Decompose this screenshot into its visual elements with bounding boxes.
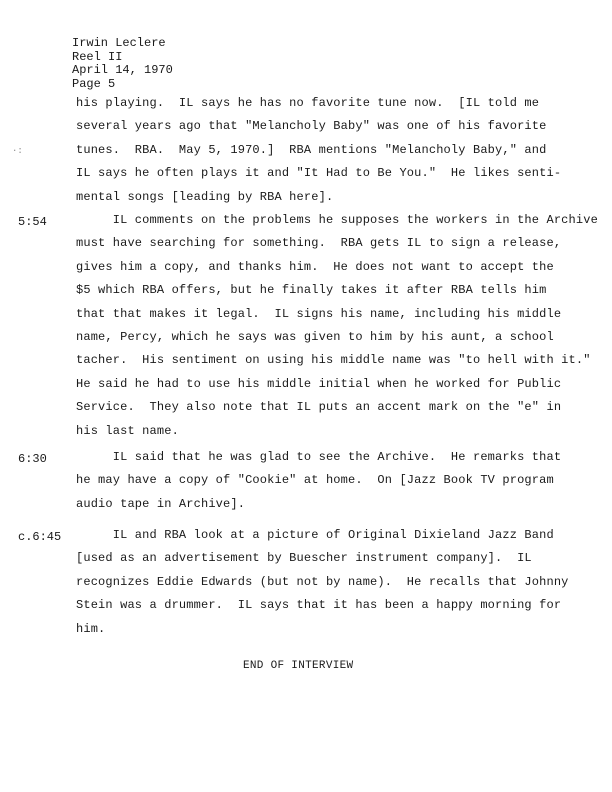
page-number: Page 5 [72,76,116,91]
transcript-line: his playing. IL says he has no favorite tune now. [IL told me [76,96,540,110]
interview-date: April 14, 1970 [72,63,173,78]
page-header [72,37,173,91]
transcript-line: mental songs [leading by RBA here]. [76,189,334,204]
transcript-line: IL and RBA look at a picture of Original Dixieland Jazz Band [76,528,554,542]
reel-number: Reel II [72,49,123,64]
transcript-line: several years ago that "Melancholy Baby" was one of his favorite [76,119,547,134]
transcript-line: IL said that he was glad to see the Archive. He remarks that [76,450,562,464]
transcript-line: gives him a copy, and thanks him. He does not want to accept the [76,259,554,274]
end-of-interview: END OF INTERVIEW [243,660,354,672]
transcript-line: tunes. RBA. May 5, 1970.] RBA mentions "Melancholy Baby," and [76,142,547,157]
transcript-line: audio tape in Archive]. [76,496,246,511]
timestamp: 5:54 [18,215,47,229]
transcript-line: he may have a copy of "Cookie" at home. On [Jazz Book TV program [76,473,554,488]
transcript-line: Stein was a drummer. IL says that it has been a happy morning for [76,598,562,613]
transcript-line: his last name. [76,423,179,438]
transcript-line: IL says he often plays it and "It Had to Be You." He likes senti- [76,166,562,181]
transcript-line: $5 which RBA offers, but he finally takes it after RBA tells him [76,283,547,298]
interviewee-name: Irwin Leclere [72,36,166,50]
transcript-line: name, Percy, which he says was given to him by his aunt, a school [76,330,554,344]
transcript-line: must have searching for something. RBA gets IL to sign a release, [76,236,562,251]
transcript-line: He said he had to use his middle initial when he worked for Public [76,376,562,391]
timestamp: 6:30 [18,452,47,466]
transcript-line: Service. They also note that IL puts an accent mark on the "e" in [76,400,562,415]
transcript-line: IL comments on the problems he supposes the workers in the Archive [76,213,598,227]
transcript-line: [used as an advertisement by Buescher instrument company]. IL [76,551,532,566]
transcript-line: recognizes Eddie Edwards (but not by name). He recalls that Johnny [76,574,569,589]
transcript-line: tacher. His sentiment on using his middle name was "to hell with it." [76,353,591,368]
timestamp: c.6:45 [18,530,62,544]
transcript-line: that that makes it legal. IL signs his name, including his middle [76,306,562,321]
transcript-line: him. [76,621,106,636]
scan-speck-mark: ·: [12,146,23,156]
